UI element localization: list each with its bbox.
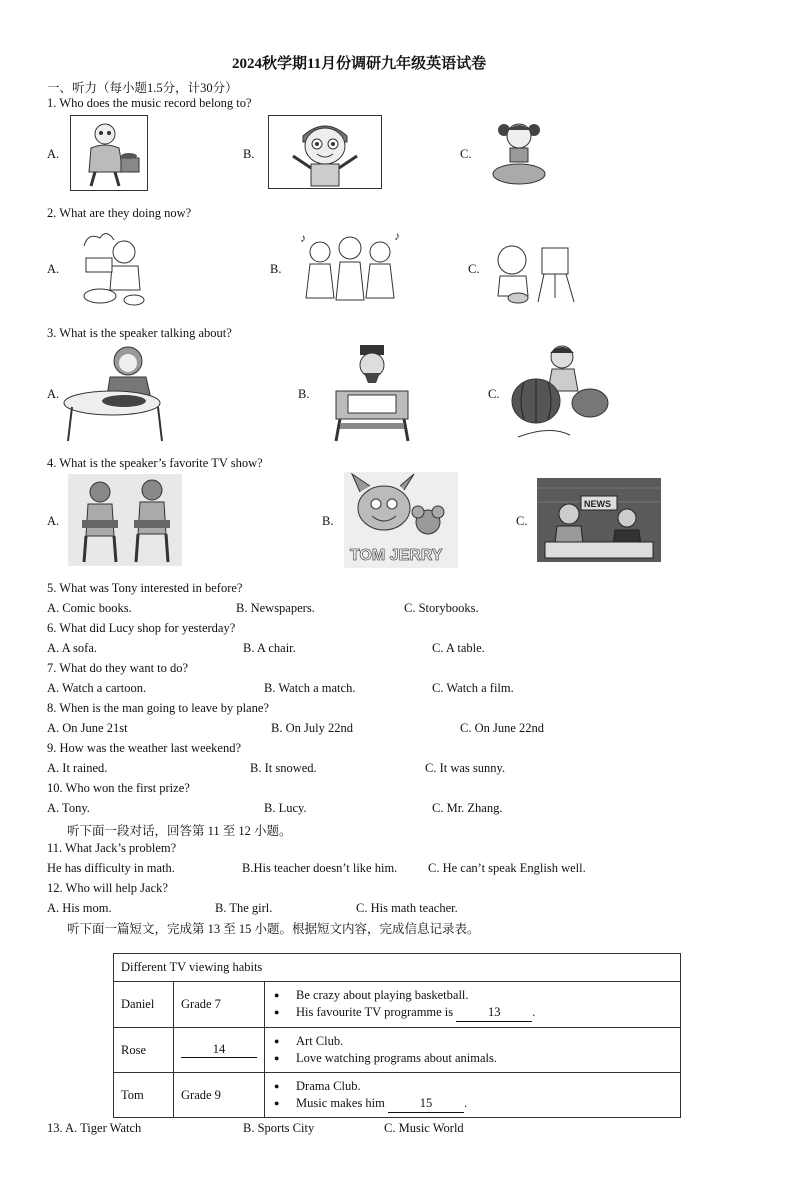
- question-6-stem: 6. What did Lucy shop for yesterday?: [47, 621, 236, 635]
- question-10-stem: 10. Who won the first prize?: [47, 781, 190, 795]
- page-title: 2024秋学期11月份调研九年级英语试卷: [232, 56, 487, 72]
- q11-option-b: B.His teacher doesn’t like him.: [242, 861, 398, 875]
- tv-habits-table: [113, 953, 681, 1118]
- news-sign: NEWS: [584, 499, 611, 509]
- question-11-stem: 11. What Jack’s problem?: [47, 841, 177, 855]
- q7-option-c: C. Watch a film.: [432, 681, 514, 695]
- row-name: Daniel: [114, 982, 174, 1028]
- answer-blank-13[interactable]: 13: [456, 1004, 532, 1022]
- q3-option-b-label: B.: [298, 387, 310, 401]
- q1-option-a-label: A.: [47, 147, 60, 161]
- q4-image-talk-show: [68, 474, 182, 566]
- q4-option-b-label: B.: [322, 514, 334, 528]
- row-grade: Grade 7: [174, 982, 265, 1028]
- q2-option-b-label: B.: [270, 262, 282, 276]
- table-row: [114, 982, 681, 1028]
- q3-option-c-label: C.: [488, 387, 500, 401]
- q3-image-calligraphy: [326, 343, 418, 443]
- q1-option-b-label: B.: [243, 147, 255, 161]
- q1-image-old-man: [70, 115, 148, 191]
- bullet-item: [272, 1095, 673, 1113]
- bullet-item: [272, 1004, 673, 1022]
- bullet-text: Music makes him: [296, 1095, 385, 1110]
- q4-image-cartoon: [344, 472, 458, 568]
- bullet-tail: .: [464, 1095, 468, 1110]
- row-grade: [174, 1028, 265, 1073]
- question-7-stem: 7. What do they want to do?: [47, 661, 189, 675]
- q2-image-cooking: [78, 228, 150, 310]
- svg-text:♪: ♪: [300, 231, 306, 245]
- question-1-stem: 1. Who does the music record belong to?: [47, 96, 252, 110]
- q1-option-c-label: C.: [460, 147, 472, 161]
- q8-option-a: A. On June 21st: [47, 721, 128, 735]
- passage-instruction: 听下面一篇短文，完成第 13 至 15 小题。根据短文内容，完成信息记录表。: [67, 922, 480, 936]
- row-name: Tom: [114, 1073, 174, 1118]
- question-9-stem: 9. How was the weather last weekend?: [47, 741, 242, 755]
- q2-image-singing: [298, 228, 410, 312]
- q5-option-c: C. Storybooks.: [404, 601, 479, 615]
- q7-option-a: A. Watch a cartoon.: [47, 681, 147, 695]
- q13-option-a: 13. A. Tiger Watch: [47, 1121, 142, 1135]
- table-row: [114, 1028, 681, 1073]
- bullet-item: ● Be crazy about playing basketball.: [272, 987, 673, 1004]
- q2-image-painting: [492, 236, 580, 306]
- q9-option-c: C. It was sunny.: [425, 761, 506, 775]
- q12-option-c: C. His math teacher.: [356, 901, 458, 915]
- q10-option-c: C. Mr. Zhang.: [432, 801, 503, 815]
- answer-blank-14[interactable]: 14: [181, 1042, 257, 1058]
- q5-option-a: A. Comic books.: [47, 601, 132, 615]
- bullet-tail: .: [532, 1005, 536, 1019]
- row-info: [265, 982, 681, 1028]
- question-2-stem: 2. What are they doing now?: [47, 206, 192, 220]
- question-3-stem: 3. What is the speaker talking about?: [47, 326, 232, 340]
- bullet-item: ● Love watching programs about animals.: [272, 1050, 673, 1067]
- q3-image-lanterns: [510, 343, 612, 445]
- q2-option-a-label: A.: [47, 262, 60, 276]
- q8-option-b: B. On July 22nd: [271, 721, 353, 735]
- q9-option-b: B. It snowed.: [250, 761, 317, 775]
- bullet-text: His favourite TV programme is: [296, 1005, 454, 1019]
- table-header: Different TV viewing habits: [114, 954, 681, 982]
- q5-option-b: B. Newspapers.: [236, 601, 315, 615]
- q12-option-a: A. His mom.: [47, 901, 112, 915]
- q4-option-a-label: A.: [47, 514, 60, 528]
- q3-image-paper-cutting: [62, 343, 172, 443]
- q13-option-c: C. Music World: [384, 1121, 464, 1135]
- answer-blank-15[interactable]: 15: [388, 1095, 464, 1113]
- question-8-stem: 8. When is the man going to leave by plane?: [47, 701, 269, 715]
- q8-option-c: C. On June 22nd: [460, 721, 545, 735]
- q10-option-b: B. Lucy.: [264, 801, 307, 815]
- q7-option-b: B. Watch a match.: [264, 681, 356, 695]
- q10-option-a: A. Tony.: [47, 801, 90, 815]
- q11-option-c: C. He can’t speak English well.: [428, 861, 586, 875]
- q1-image-boy: [268, 115, 382, 189]
- row-info: [265, 1028, 681, 1073]
- q6-option-b: B. A chair.: [243, 641, 296, 655]
- row-grade: Grade 9: [174, 1073, 265, 1118]
- q6-option-a: A. A sofa.: [47, 641, 97, 655]
- question-12-stem: 12. Who will help Jack?: [47, 881, 168, 895]
- svg-text:♪: ♪: [394, 229, 400, 243]
- q2-option-c-label: C.: [468, 262, 480, 276]
- question-4-stem: 4. What is the speaker’s favorite TV show?: [47, 456, 263, 470]
- q13-option-b: B. Sports City: [243, 1121, 315, 1135]
- q9-option-a: A. It rained.: [47, 761, 108, 775]
- section-heading: 一、听力（每小题1.5分，计30分）: [47, 81, 238, 95]
- q3-option-a-label: A.: [47, 387, 60, 401]
- q4-image-news: [537, 478, 661, 562]
- bullet-item: ● Art Club.: [272, 1033, 673, 1050]
- bullet-item: ● Drama Club.: [272, 1078, 673, 1095]
- question-5-stem: 5. What was Tony interested in before?: [47, 581, 243, 595]
- row-info: [265, 1073, 681, 1118]
- q4-option-c-label: C.: [516, 514, 528, 528]
- q1-image-girl: [484, 118, 554, 188]
- row-name: Rose: [114, 1028, 174, 1073]
- table-row: [114, 1073, 681, 1118]
- dialogue-instruction: 听下面一段对话，回答第 11 至 12 小题。: [67, 824, 292, 838]
- q11-option-a: He has difficulty in math.: [47, 861, 175, 875]
- tom-jerry-logo: TOM JERRY: [350, 547, 443, 564]
- q6-option-c: C. A table.: [432, 641, 485, 655]
- q12-option-b: B. The girl.: [215, 901, 273, 915]
